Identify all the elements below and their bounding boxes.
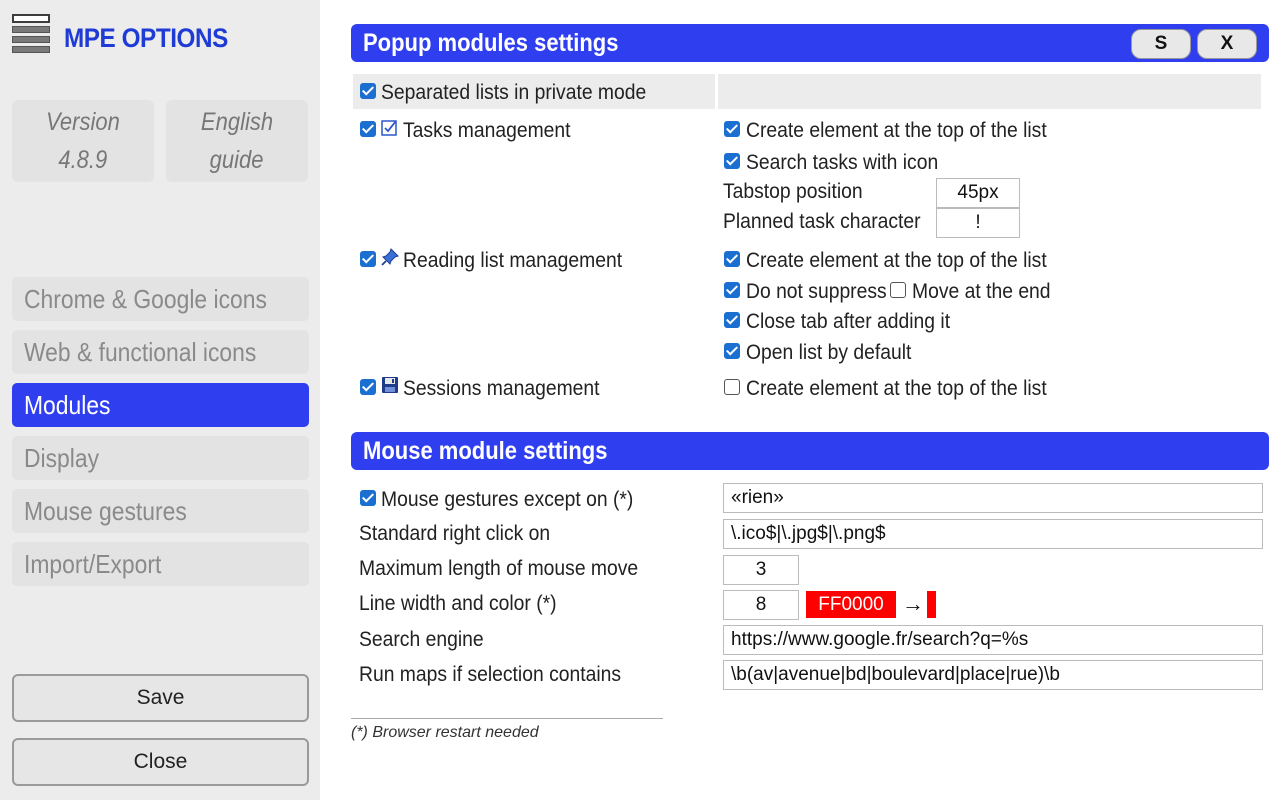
sidebar-item-web-functional-icons[interactable]: [12, 330, 309, 374]
planned-task-character-input[interactable]: !: [936, 208, 1020, 238]
tasks-management-checkbox[interactable]: [360, 121, 376, 137]
nav-label: Display: [24, 443, 100, 473]
save-s-button[interactable]: S: [1131, 29, 1191, 59]
max-mouse-move-input[interactable]: 3: [723, 555, 799, 585]
footnote: (*) Browser restart needed: [351, 724, 539, 741]
nav-label: Import/Export: [24, 549, 162, 579]
sessions-management-checkbox[interactable]: [360, 379, 376, 395]
planned-task-character-label: Planned task character: [723, 210, 921, 233]
line-width-color-label: Line width and color (*): [359, 592, 557, 615]
separated-lists-row-right: [718, 74, 1261, 109]
reading-list-label: Reading list management: [403, 249, 623, 272]
close-x-button[interactable]: X: [1197, 29, 1257, 59]
close-button[interactable]: Close: [12, 738, 309, 786]
mouse-gestures-except-input[interactable]: «rien»: [723, 483, 1263, 513]
popup-modules-title: Popup modules settings: [363, 29, 619, 57]
pushpin-icon: [381, 248, 399, 266]
reading-create-top-label: Create element at the top of the list: [746, 249, 1047, 272]
sidebar-nav: [12, 277, 309, 595]
reading-list-checkbox[interactable]: [360, 251, 376, 267]
tasks-search-icon-label: Search tasks with icon: [746, 151, 939, 174]
tabstop-position-label: Tabstop position: [723, 180, 863, 203]
line-color-input[interactable]: FF0000: [806, 591, 896, 618]
sidebar-item-modules[interactable]: [12, 383, 309, 427]
sidebar-item-mouse-gestures[interactable]: [12, 489, 309, 533]
tasks-management-label: Tasks management: [403, 119, 571, 142]
line-width-input[interactable]: 8: [723, 590, 799, 620]
move-at-end-checkbox[interactable]: [890, 282, 906, 298]
max-mouse-move-label: Maximum length of mouse move: [359, 557, 639, 580]
nav-label: Web & functional icons: [24, 337, 257, 367]
version-box: [12, 100, 154, 182]
tasks-create-top-label: Create element at the top of the list: [746, 119, 1047, 142]
nav-label: Modules: [24, 390, 111, 420]
logo-row: [12, 14, 246, 62]
separated-lists-label: Separated lists in private mode: [381, 81, 647, 104]
sidebar-item-import-export[interactable]: [12, 542, 309, 586]
open-list-by-default-label: Open list by default: [746, 341, 912, 364]
floppy-disk-icon: [381, 376, 399, 394]
sidebar-item-display[interactable]: [12, 436, 309, 480]
search-engine-input[interactable]: https://www.google.fr/search?q=%s: [723, 625, 1263, 655]
version-label: Version: [46, 108, 120, 136]
mouse-gestures-except-label: Mouse gestures except on (*): [381, 488, 634, 511]
save-button[interactable]: Save: [12, 674, 309, 722]
do-not-suppress-checkbox[interactable]: [724, 282, 740, 298]
sidebar: [0, 0, 320, 800]
task-checkbox-icon: [381, 119, 399, 137]
mouse-module-header: [351, 432, 1269, 470]
close-tab-after-adding-label: Close tab after adding it: [746, 310, 951, 333]
run-maps-input[interactable]: \b(av|avenue|bd|boulevard|place|rue)\b: [723, 660, 1263, 690]
sessions-create-top-label: Create element at the top of the list: [746, 377, 1047, 400]
standard-right-click-label: Standard right click on: [359, 522, 551, 545]
sidebar-item-chrome-google-icons[interactable]: [12, 277, 309, 321]
english-guide-link[interactable]: [166, 100, 308, 182]
search-engine-label: Search engine: [359, 628, 484, 651]
separated-lists-checkbox[interactable]: [360, 83, 376, 99]
move-at-end-label: Move at the end: [912, 280, 1051, 303]
mouse-gestures-except-checkbox[interactable]: [360, 490, 376, 506]
sessions-create-top-checkbox[interactable]: [724, 379, 740, 395]
tasks-search-icon-checkbox[interactable]: [724, 153, 740, 169]
do-not-suppress-label: Do not suppress: [746, 280, 887, 303]
tasks-create-top-checkbox[interactable]: [724, 121, 740, 137]
guide-line2: guide: [210, 146, 264, 174]
sessions-management-label: Sessions management: [403, 377, 600, 400]
tabstop-position-input[interactable]: 45px: [936, 178, 1020, 208]
standard-right-click-input[interactable]: \.ico$|\.jpg$|\.png$: [723, 519, 1263, 549]
run-maps-label: Run maps if selection contains: [359, 663, 622, 686]
reading-create-top-checkbox[interactable]: [724, 251, 740, 267]
open-list-by-default-checkbox[interactable]: [724, 343, 740, 359]
popup-modules-header: [351, 24, 1269, 62]
line-color-preview: [927, 591, 936, 618]
nav-label: Chrome & Google icons: [24, 284, 267, 314]
app-title: MPE OPTIONS: [64, 22, 228, 53]
app-logo-icon: [12, 14, 50, 62]
arrow-icon: →: [902, 591, 924, 616]
close-tab-after-adding-checkbox[interactable]: [724, 312, 740, 328]
guide-line1: English: [200, 108, 274, 136]
mouse-module-title: Mouse module settings: [363, 437, 608, 465]
nav-label: Mouse gestures: [24, 496, 187, 526]
footnote-divider: [351, 718, 663, 719]
version-number: 4.8.9: [58, 146, 108, 174]
